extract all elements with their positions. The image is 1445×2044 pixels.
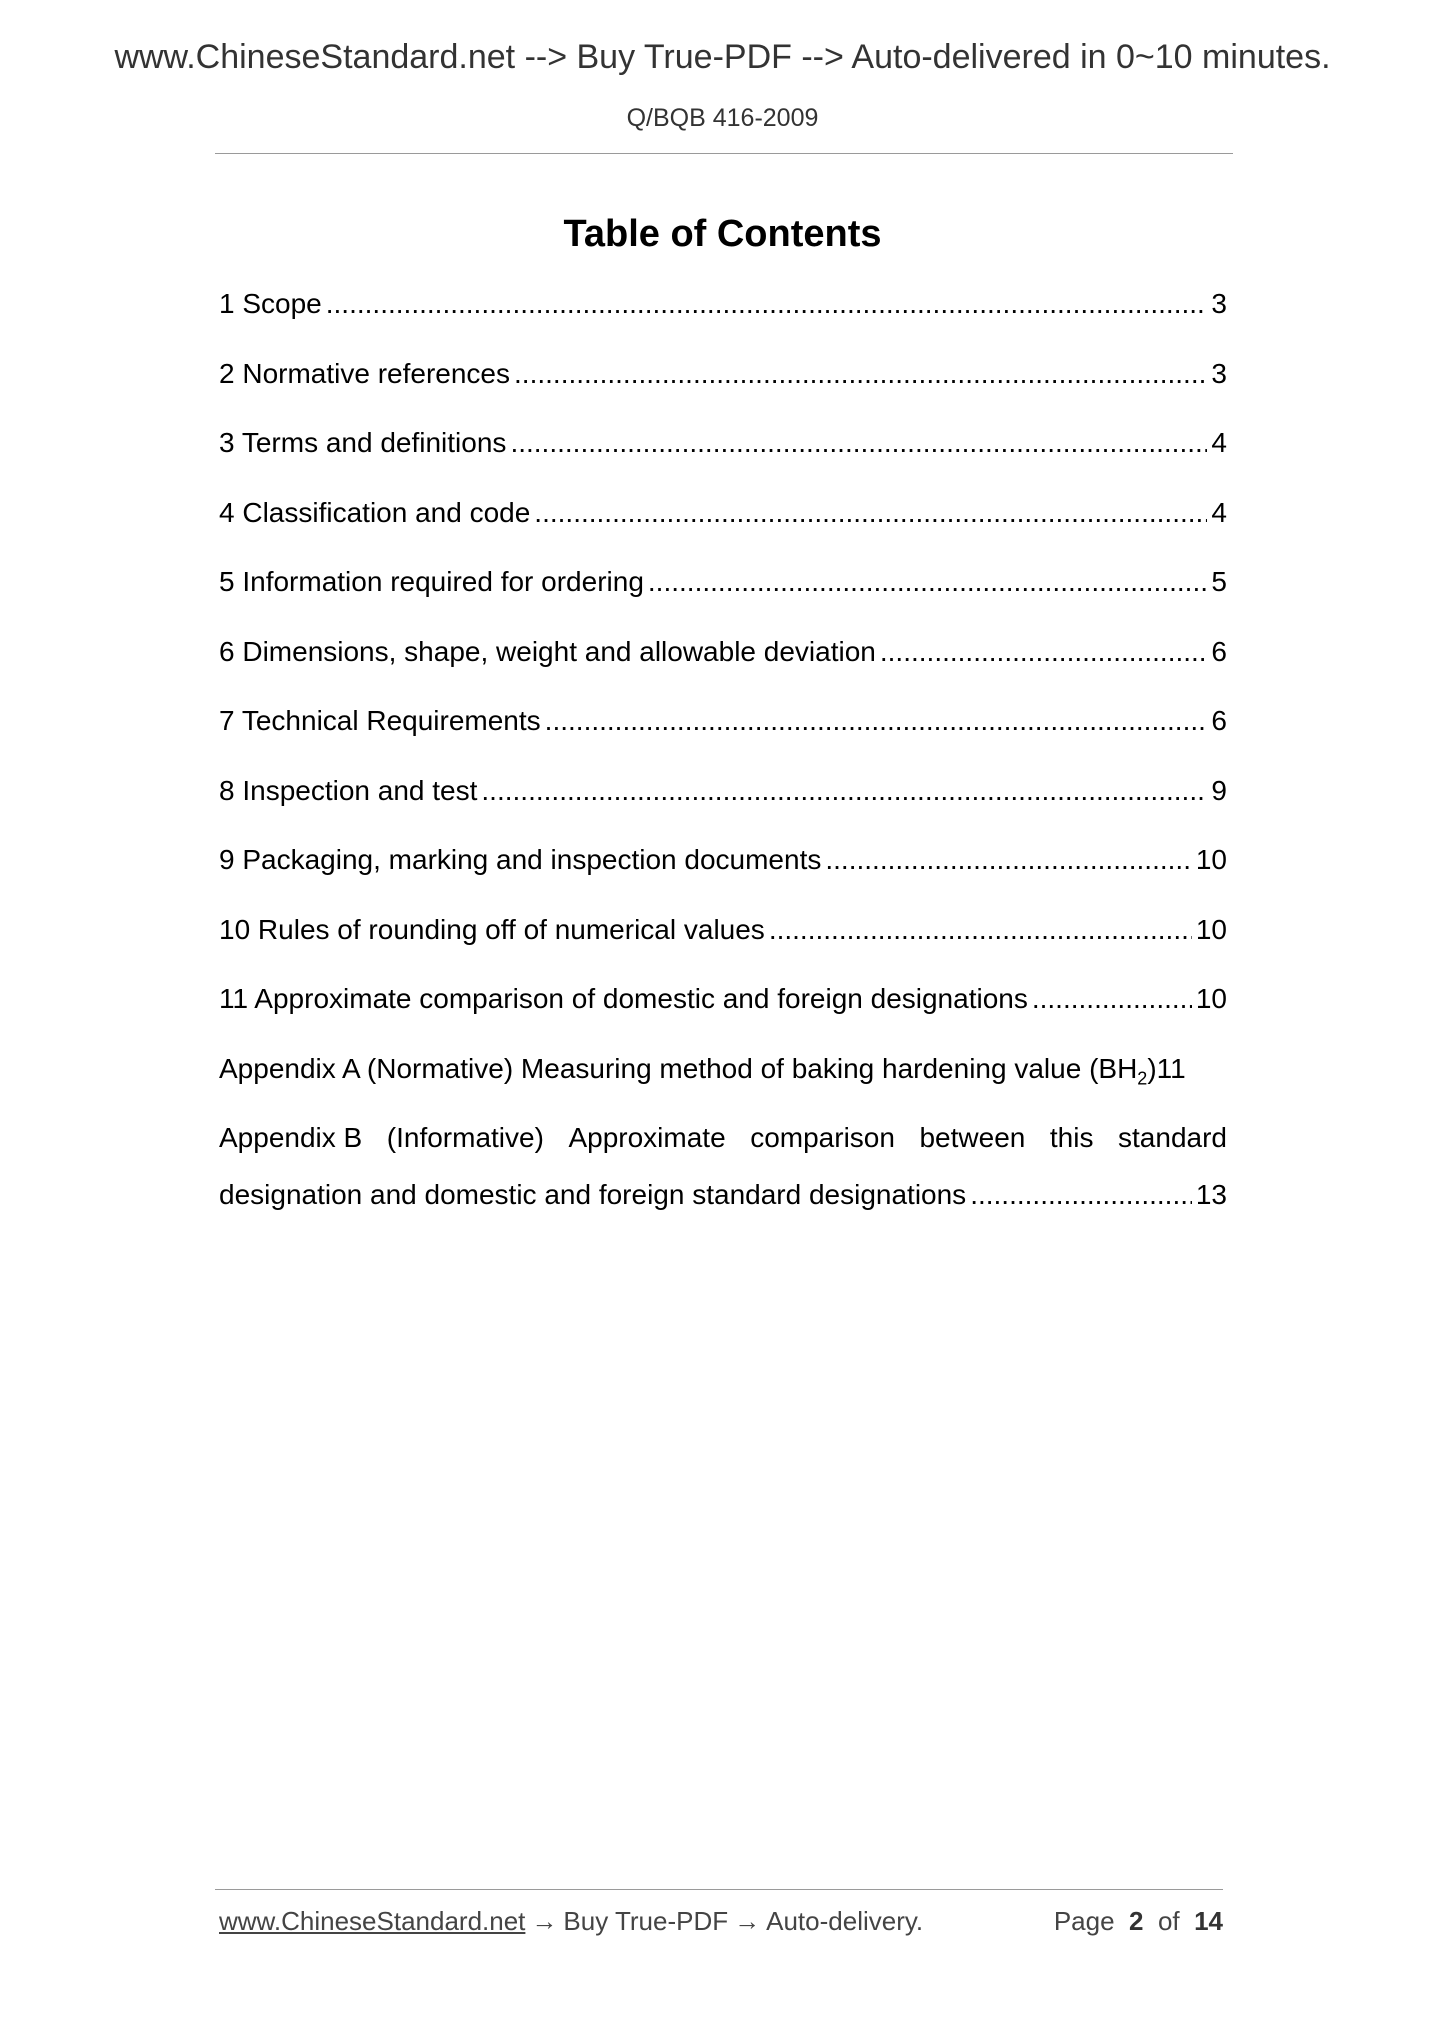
toc-leader-dots — [481, 771, 1207, 811]
toc-entry-page: 3 — [1211, 357, 1227, 389]
toc-entry-label: 11 Approximate comparison of domestic and foreign designations — [219, 983, 1028, 1014]
toc-leader-dots — [545, 701, 1208, 741]
toc-entry-label: 1 Scope — [219, 288, 322, 319]
toc-entry-page: 4 — [1211, 427, 1227, 458]
toc-entry-terms-definitions[interactable] — [219, 423, 1227, 493]
toc-entry-packaging-marking[interactable] — [219, 840, 1227, 910]
footer-buy-text: Buy True-PDF — [563, 1906, 729, 1936]
current-page: 2 — [1129, 1906, 1144, 1936]
toc-entry-rounding-rules[interactable] — [219, 910, 1227, 980]
toc-entry-label: 3 Terms and definitions — [219, 427, 507, 458]
footer-divider — [215, 1889, 1223, 1890]
toc-entry-label: 9 Packaging, marking and inspection documents — [219, 844, 822, 875]
toc-entry-page: 10 — [1195, 983, 1227, 1014]
toc-entry-appendix-a[interactable] — [219, 1049, 1227, 1119]
toc-entry-page: 5 — [1211, 566, 1227, 597]
toc-leader-dots — [648, 562, 1208, 602]
arrow-right-icon: → — [531, 1906, 558, 1936]
toc-entry-scope[interactable] — [219, 284, 1227, 354]
toc-leader-dots — [326, 284, 1208, 324]
footer-delivery-text: Auto-delivery. — [766, 1906, 924, 1936]
toc-leader-dots — [880, 632, 1208, 672]
arrow-right-icon: → — [734, 1906, 761, 1936]
toc-entry-label: 5 Information required for ordering — [219, 566, 644, 597]
toc-entry-page: 4 — [1211, 496, 1227, 528]
toc-entry-page: 6 — [1211, 635, 1227, 667]
toc-entry-normative-references[interactable] — [219, 354, 1227, 424]
total-pages: 14 — [1194, 1906, 1223, 1936]
toc-entry-label: 10 Rules of rounding off of numerical values — [219, 913, 765, 945]
toc-entry-label-line1: Appendix B (Informative) Approximate comparison between this standard — [219, 1122, 1227, 1153]
toc-entry-label: 2 Normative references — [219, 357, 511, 389]
site-banner: www.ChineseStandard.net --> Buy True-PDF --> Auto-delivered in 0~10 minutes. — [114, 38, 1331, 76]
toc-entry-technical-requirements[interactable] — [219, 701, 1227, 771]
toc-entry-label: Appendix A (Normative) Measuring method of baking hardening value $(BH_2)$ — [219, 1052, 1157, 1089]
toc-entry-page: 11 — [1156, 1052, 1186, 1084]
table-of-contents — [219, 284, 1227, 1215]
toc-entry-designation-comparison[interactable] — [219, 979, 1227, 1049]
toc-leader-dots — [970, 1175, 1192, 1215]
header-divider — [215, 153, 1233, 154]
toc-entry-label: 4 Classification and code — [219, 496, 531, 528]
toc-entry-page: 3 — [1211, 288, 1227, 319]
toc-entry-page: 10 — [1195, 844, 1227, 875]
toc-entry-label: 7 Technical Requirements — [219, 705, 541, 736]
subscript: 2 — [1137, 1068, 1148, 1089]
footer-site-link[interactable]: www.ChineseStandard.net — [219, 1906, 526, 1936]
toc-leader-dots — [769, 910, 1192, 950]
toc-leader-dots — [534, 493, 1207, 533]
toc-entry-appendix-b[interactable] — [219, 1118, 1227, 1215]
toc-entry-label: 6 Dimensions, shape, weight and allowable deviation — [219, 635, 876, 667]
toc-entry-inspection-test[interactable] — [219, 771, 1227, 841]
toc-entry-page: 13 — [1195, 1179, 1227, 1210]
toc-entry-label-line2: designation and domestic and foreign standard designations ..... 13 — [219, 1175, 1227, 1215]
toc-leader-dots — [825, 840, 1191, 880]
toc-leader-dots — [510, 423, 1207, 463]
document-code: Q/BQB 416-2009 — [626, 104, 819, 132]
toc-leader-dots — [514, 354, 1207, 394]
toc-entry-dimensions[interactable] — [219, 632, 1227, 702]
toc-title: Table of Contents — [563, 213, 882, 255]
toc-entry-label: 8 Inspection and test — [219, 774, 478, 806]
toc-entry-ordering-information[interactable] — [219, 562, 1227, 632]
toc-entry-classification-code[interactable] — [219, 493, 1227, 563]
toc-entry-page: 9 — [1211, 774, 1227, 806]
toc-leader-dots — [1032, 979, 1192, 1019]
toc-entry-page: 10 — [1195, 913, 1227, 945]
page-footer — [219, 1906, 1223, 1937]
page-number: Page 2 of 14 — [1053, 1906, 1223, 1936]
toc-entry-page: 6 — [1211, 705, 1227, 736]
